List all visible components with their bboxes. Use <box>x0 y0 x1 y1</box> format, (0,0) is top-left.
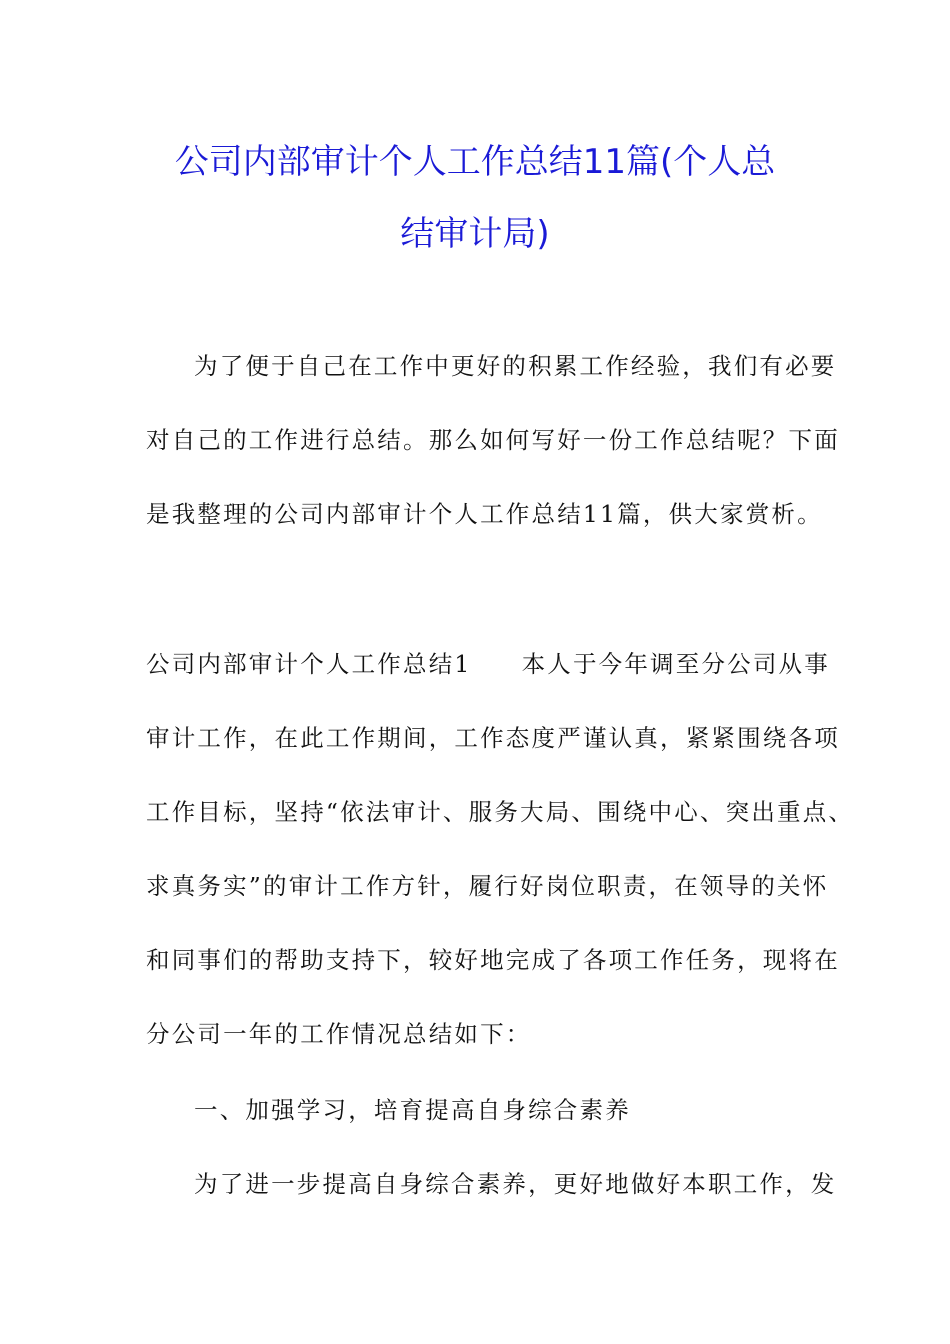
section-1-line-6: 分公司一年的工作情况总结如下： <box>146 1020 532 1048</box>
section-1-line-5: 和同事们的帮助支持下，较好地完成了各项工作任务，现将在 <box>146 946 840 974</box>
section-1-last-line: 为了进一步提高自身综合素养，更好地做好本职工作，发 <box>194 1170 837 1198</box>
document-title-line-2: 结审计局) <box>400 214 550 254</box>
document-title-line-1: 公司内部审计个人工作总结11篇(个人总 <box>174 142 776 182</box>
intro-line-3: 是我整理的公司内部审计个人工作总结11篇，供大家赏析。 <box>146 500 823 528</box>
section-1-line-3: 工作目标，坚持“依法审计、服务大局、围绕中心、突出重点、 <box>146 798 855 826</box>
intro-line-2: 对自己的工作进行总结。那么如何写好一份工作总结呢？下面 <box>146 426 840 454</box>
section-1-subheading: 一、加强学习，培育提高自身综合素养 <box>194 1096 631 1124</box>
section-1-first-line <box>146 645 830 679</box>
section-1-line-2: 审计工作，在此工作期间，工作态度严谨认真，紧紧围绕各项 <box>146 724 840 752</box>
intro-line-1: 为了便于自己在工作中更好的积累工作经验，我们有必要 <box>194 352 837 380</box>
section-1-heading: 公司内部审计个人工作总结1 <box>146 650 472 678</box>
section-1-first-line-text: 本人于今年调至分公司从事 <box>521 650 830 678</box>
section-1-line-4: 求真务实”的审计工作方针，履行好岗位职责，在领导的关怀 <box>146 872 829 900</box>
